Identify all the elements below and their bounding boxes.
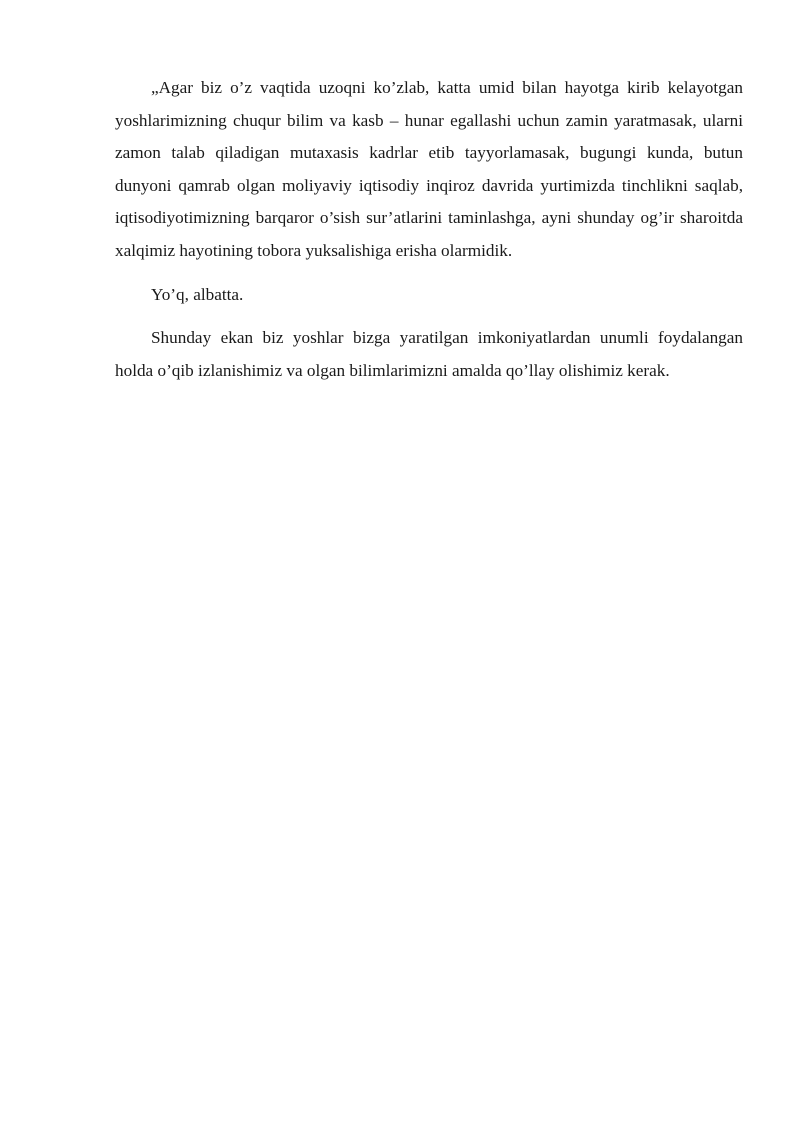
document-body [115,72,743,387]
paragraph-quote: „Agar biz o’z vaqtida uzoqni ko’zlab, katta umid bilan hayotga kirib kelayotgan yoshlarimizning chuqur bilim va kasb – hunar egallashi uchun zamin yaratmasak, ularni zamon talab qiladigan mutaxasis kadrlar etib tayyorlamasak, bugungi kunda, butun dunyoni qamrab olgan moliyaviy iqtisodiy inqiroz davrida yurtimizda tinchlikni saqlab, iqtisodiyotimizning barqaror o’sish sur’atlarini taminlashga, ayni shunday og’ir sharoitda xalqimiz hayotining tobora yuksalishiga erisha olarmidik. [115,78,743,260]
paragraph-conclusion: Shunday ekan biz yoshlar bizga yaratilgan imkoniyatlardan unumli foydalangan holda o’qib izlanishimiz va olgan bilimlarimizni amalda qo’llay olishimiz kerak. [115,328,743,380]
paragraph-answer: Yo’q, albatta. [151,284,244,304]
